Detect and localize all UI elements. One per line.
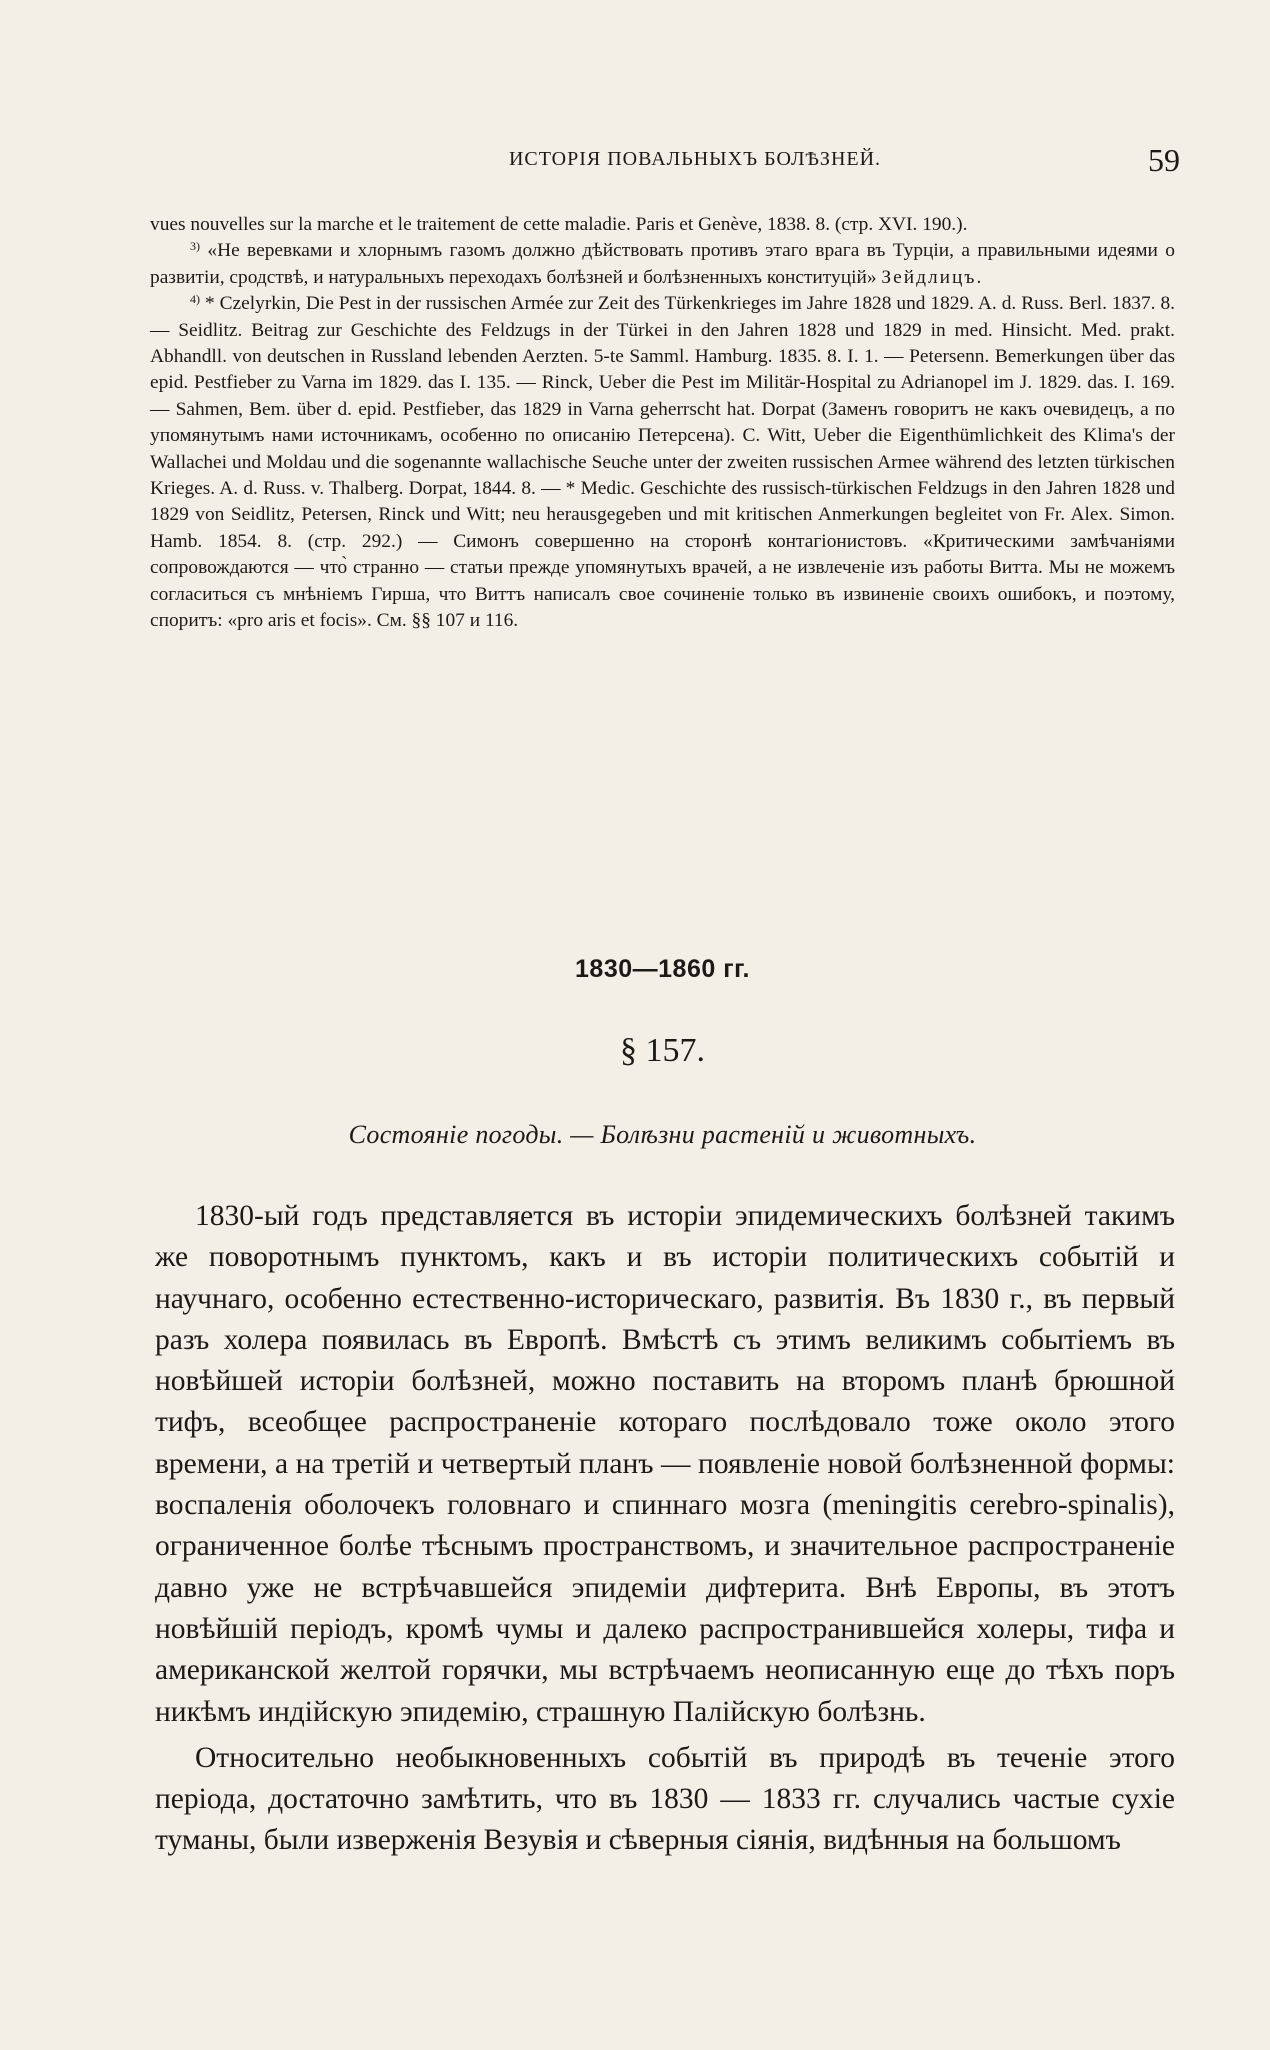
- footnotes: [150, 212, 1175, 635]
- page-number: 59: [1148, 142, 1180, 178]
- body-text: [155, 1196, 1175, 1862]
- body-paragraph-1: 1830-ый годъ представляется въ исторіи эпидемическихъ болѣзней такимъ же поворотнымъ пунктомъ, какъ и въ исторіи политическихъ событій и научнаго, особенно естественно-историческаго, развитія. Въ 1830 г., въ первый разъ холера появилась въ Европѣ. Вмѣстѣ съ этимъ великимъ событіемъ въ новѣйшей исторіи болѣзней, можно поставить на второмъ планѣ брюшной тифъ, всеобщее распространеніе котораго послѣдовало тоже около этого времени, а на третій и четвертый планъ — появленіе новой болѣзненной формы: воспаленія оболочекъ головнаго и спиннаго мозга (meningitis cerebro-spinalis), ограниченное болѣе тѣснымъ пространствомъ, и значительное распространеніе давно уже не встрѣчавшейся эпидеміи дифтерита. Внѣ Европы, въ этотъ новѣйшій періодъ, кромѣ чумы и далеко распространившейся холеры, тифа и американской желтой горячки, мы встрѣчаемъ неописанную еще до тѣхъ поръ никѣмъ индійскую эпидемію, страшную Палійскую болѣзнь.: [155, 1200, 1175, 1728]
- footnote-3-marker: 3): [190, 239, 200, 254]
- body-paragraph-2: Относительно необыкновенныхъ событій въ природѣ въ теченіе этого періода, достаточно замѣтить, что въ 1830 — 1833 гг. случались частые сухіе туманы, были изверженія Везувія и сѣверныя сіянія, видѣнныя на большомъ: [155, 1741, 1175, 1857]
- section-years-heading: 1830—1860 гг.: [575, 955, 750, 983]
- footnote-3-text: «Не веревками и хлорнымъ газомъ должно дѣйствовать противъ этаго врага въ Турціи, а правильными идеями о развитіи, сродствѣ, и натуральныхъ переходахъ болѣзней и болѣзненныхъ конституцій»: [150, 240, 1175, 288]
- section-number: § 157.: [620, 1032, 705, 1069]
- footnote-4: [150, 291, 1175, 634]
- footnote-continuation: vues nouvelles sur la marche et le traitement de cette maladie. Paris et Genève, 1838. 8. (стр. XVI. 190.).: [150, 214, 968, 235]
- section-subtitle: Состояніе погоды. — Болѣзни растеній и животныхъ.: [348, 1120, 977, 1149]
- running-title: ИСТОРІЯ ПОВАЛЬНЫХЪ БОЛѢЗНЕЙ.: [508, 148, 882, 170]
- footnote-3-author: Зейдлицъ.: [881, 266, 984, 288]
- footnote-4-marker: 4): [190, 292, 200, 307]
- running-head: [210, 142, 1180, 182]
- footnote-4-text: * Czelyrkin, Die Pest in der russischen Armée zur Zeit des Türkenkrieges im Jahre 1828 und 1829. A. d. Russ. Berl. 1837. 8. — Seidlitz. Beitrag zur Geschichte des Feldzugs in der Türkei in den Jahren 1828 und 1829 in med. Hinsicht. Med. prakt. Abhandll. von deutschen in Russland lebenden Aerzten. 5-te Samml. Hamburg. 1835. 8. I. 1. — Petersenn. Bemerkungen über das epid. Pestfieber zu Varna im 1829. das I. 135. — Rinck, Ueber die Pest im Militär-Hospital zu Adrianopel im J. 1829. das. I. 169. — Sahmen, Bem. über d. epid. Pestfieber, das 1829 in Varna geherrscht hat. Dorpat (Заменъ говоритъ не какъ очевидецъ, а по упомянутымъ нами источникамъ, особенно по описанію Петерсена). C. Witt, Ueber die Eigenthümlichkeit des Klima's der Wallachei und Moldau und die sogenannte wallachische Seuche unter der zweiten russischen Armee während des letzten türkischen Krieges. A. d. Russ. v. Thalberg. Dorpat, 1844. 8. — * Medic. Geschichte des russisch-türkischen Feldzugs in den Jahren 1828 und 1829 von Seidlitz, Petersen, Rinck und Witt; neu herausgegeben und mit kritischen Anmerkungen begleitet von Fr. Alex. Simon. Hamb. 1854. 8. (стр. 292.) — Симонъ совершенно на сторонѣ контагіонистовъ. «Критическими замѣчаніями сопровождаются — что̀ странно — статьи прежде упомянутыхъ врачей, а не извлеченіе изъ работы Витта. Мы не можемъ согласиться съ мнѣніемъ Гирша, что Виттъ написалъ свое сочиненіе только въ извиненіе своихъ ошибокъ, и поэтому, споритъ: «pro aris et focis». См. §§ 107 и 116.: [150, 293, 1175, 632]
- footnote-3: [150, 238, 1175, 291]
